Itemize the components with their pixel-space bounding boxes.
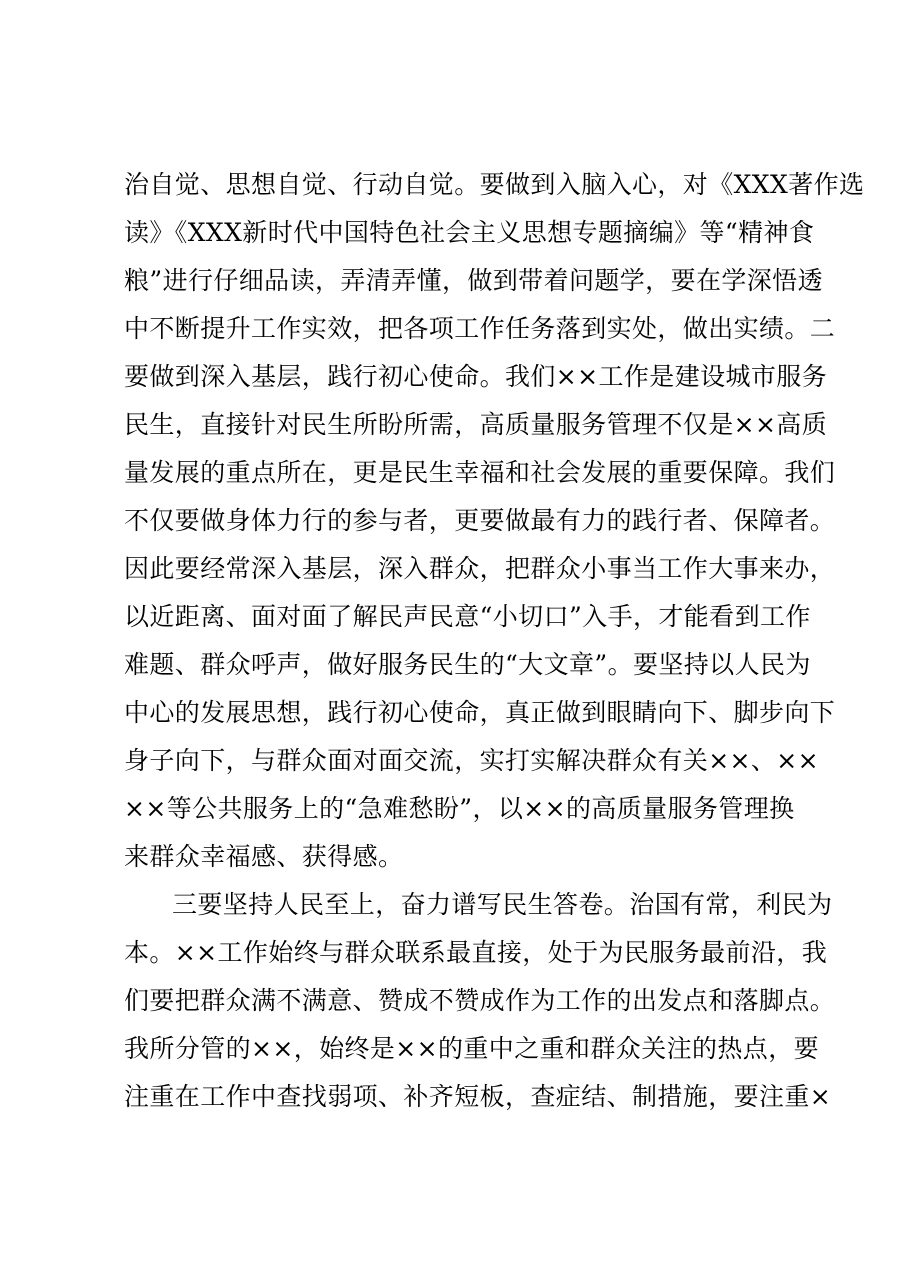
paragraph-line: 不仅要做身体力行的参与者，更要做最有力的践行者、保障者。 [124,506,836,535]
paragraph-line: 要做到深入基层，践行初心使命。我们××工作是建设城市服务 [124,362,828,391]
paragraph-line: 因此要经常深入基层，深入群众，把群众小事当工作大事来办， [124,554,836,583]
paragraph-line: 中不断提升工作实效，把各项工作任务落到实处，做出实绩。二 [124,314,836,343]
paragraph-line: 来群众幸福感、获得感。 [124,842,404,871]
paragraph-line: 身子向下，与群众面对面交流，实打实解决群众有关××、×× [124,746,819,775]
paragraph-first-line: 三要坚持人民至上，奋力谱写民生答卷。治国有常，利民为 [172,890,833,919]
paragraph-line: 注重在工作中查找弱项、补齐短板，查症结、制措施，要注重× [124,1082,832,1111]
paragraph-line: ××等公共服务上的“急难愁盼”，以××的高质量服务管理换 [124,794,795,823]
paragraph-line: 以近距离、面对面了解民声民意“小切口”入手，才能看到工作 [124,602,811,631]
paragraph-line: 难题、群众呼声，做好服务民生的“大文章”。要坚持以人民为 [124,650,811,679]
paragraph-line: 粮”进行仔细品读，弄清弄懂，做到带着问题学，要在学深悟透 [124,266,823,295]
paragraph-line: 们要把群众满不满意、赞成不赞成作为工作的出发点和落脚点。 [124,986,836,1015]
paragraph-line: 民生，直接针对民生所盼所需，高质量服务管理不仅是××高质 [124,410,828,439]
paragraph-line: 本。××工作始终与群众联系最直接，处于为民服务最前沿，我 [124,938,828,967]
paragraph-line: 治自觉、思想自觉、行动自觉。要做到入脑入心，对《XXX著作选 [124,170,865,199]
paragraph-line: 读》《XXX新时代中国特色社会主义思想专题摘编》等“精神食 [124,218,815,247]
paragraph-line: 中心的发展思想，践行初心使命，真正做到眼睛向下、脚步向下 [124,698,836,727]
paragraph-line: 量发展的重点所在，更是民生幸福和社会发展的重要保障。我们 [124,458,836,487]
paragraph-line: 我所分管的××，始终是××的重中之重和群众关注的热点，要 [124,1034,819,1063]
